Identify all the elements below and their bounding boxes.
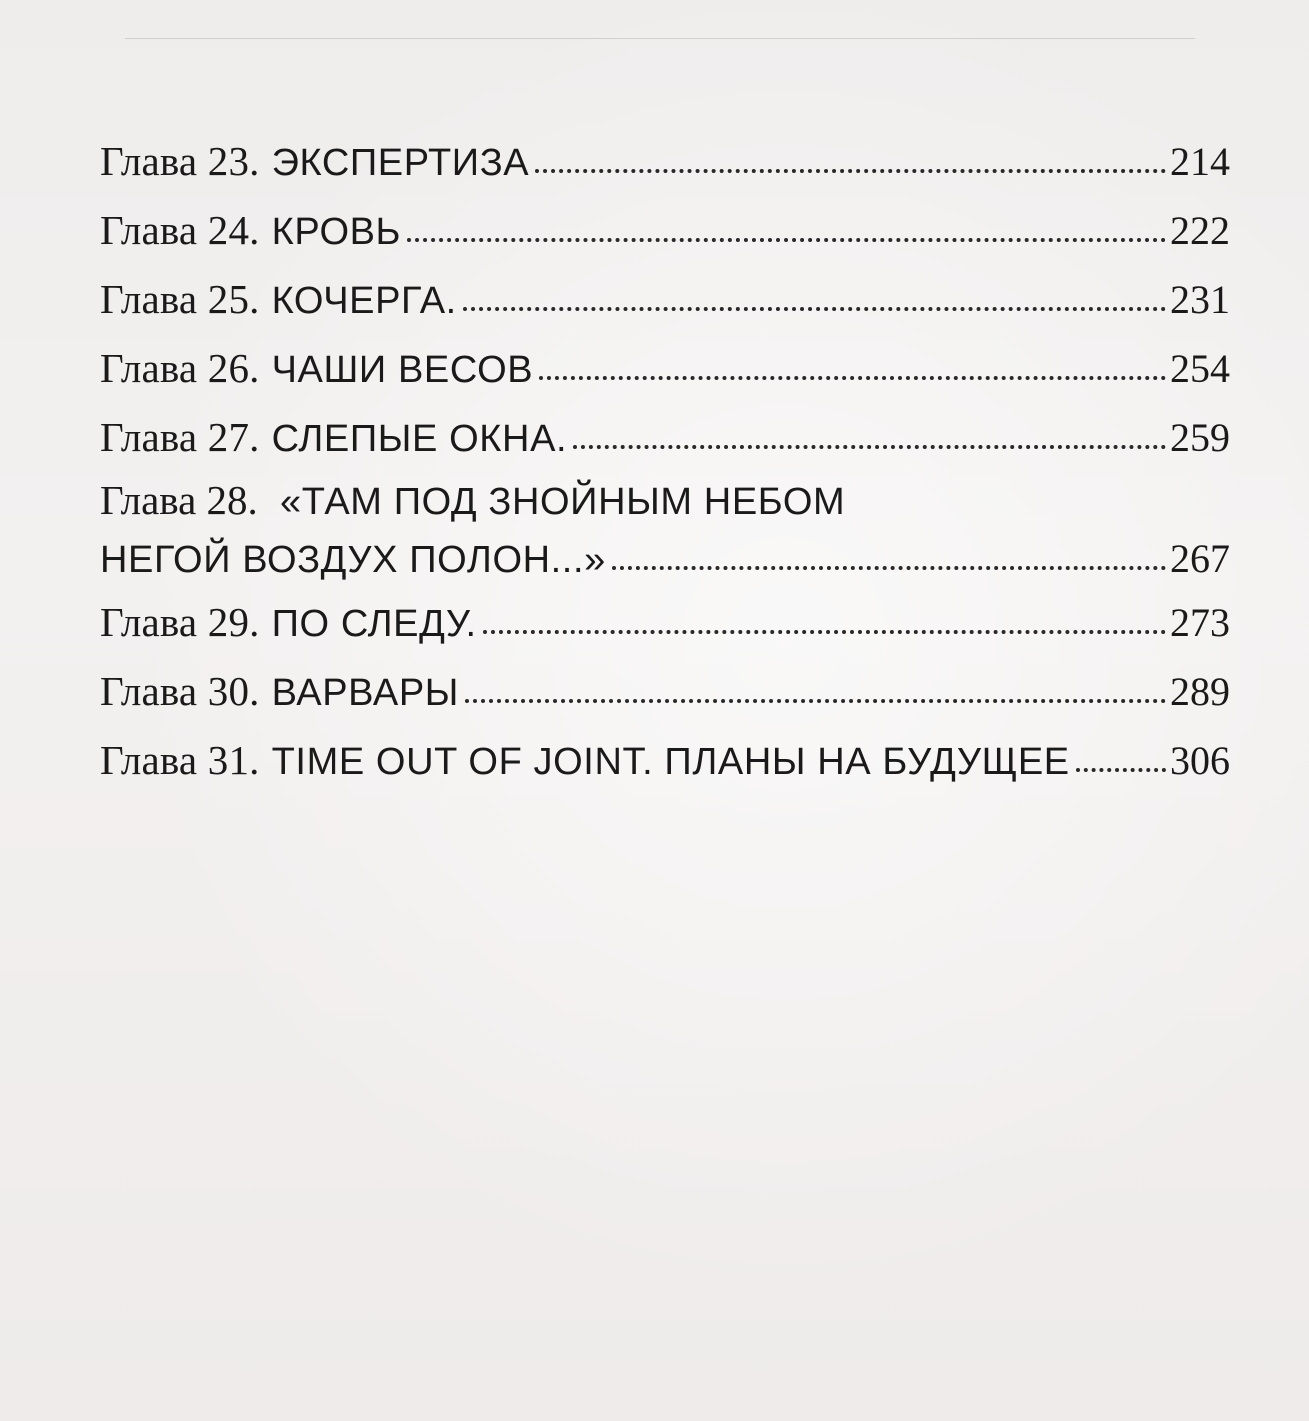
bleed-through-rule (125, 38, 1195, 39)
dot-leader (483, 629, 1166, 634)
page-number: 259 (1170, 415, 1230, 460)
dot-leader (407, 237, 1166, 242)
chapter-number: Глава 28. (100, 477, 258, 523)
page-number: 267 (1170, 536, 1230, 581)
dot-leader (539, 375, 1166, 380)
table-of-contents (100, 128, 1230, 796)
toc-entry-23 (100, 128, 1230, 197)
chapter-title-line1: «ТАМ ПОД ЗНОЙНЫМ НЕБОМ (280, 481, 846, 523)
chapter-number: Глава 25. (100, 276, 260, 322)
chapter-number: Глава 30. (100, 668, 260, 714)
toc-entry-25 (100, 266, 1230, 335)
toc-entry-27 (100, 404, 1230, 473)
page-number: 214 (1170, 139, 1230, 184)
page-number: 231 (1170, 277, 1230, 322)
chapter-title: ЧАШИ ВЕСОВ (271, 349, 534, 391)
chapter-title: КРОВЬ (271, 211, 402, 253)
chapter-title: TIME OUT OF JOINT. ПЛАНЫ НА БУДУЩЕЕ (271, 741, 1070, 783)
dot-leader (465, 698, 1166, 703)
chapter-number: Глава 23. (100, 138, 260, 184)
chapter-number: Глава 31. (100, 737, 260, 783)
chapter-title: КОЧЕРГА. (271, 280, 457, 322)
dot-leader (573, 444, 1166, 449)
toc-entry-24 (100, 197, 1230, 266)
dot-leader (463, 306, 1166, 311)
dot-leader (535, 168, 1166, 173)
page-number: 289 (1170, 669, 1230, 714)
dot-leader (612, 565, 1166, 570)
toc-entry-30 (100, 658, 1230, 727)
chapter-number: Глава 26. (100, 345, 260, 391)
chapter-title: ПО СЛЕДУ. (271, 603, 477, 645)
chapter-title-line2: НЕГОЙ ВОЗДУХ ПОЛОН...» (100, 539, 606, 581)
chapter-title: ВАРВАРЫ (271, 672, 459, 714)
chapter-title: СЛЕПЫЕ ОКНА. (271, 418, 568, 460)
page-number: 222 (1170, 208, 1230, 253)
chapter-number: Глава 27. (100, 414, 260, 460)
chapter-number: Глава 24. (100, 207, 260, 253)
toc-entry-29 (100, 589, 1230, 658)
toc-entry-26 (100, 335, 1230, 404)
chapter-title: ЭКСПЕРТИЗА (271, 142, 530, 184)
dot-leader (1076, 767, 1166, 772)
toc-entry-31 (100, 727, 1230, 796)
page-number: 306 (1170, 738, 1230, 783)
page-number: 273 (1170, 600, 1230, 645)
chapter-number: Глава 29. (100, 599, 260, 645)
page-number: 254 (1170, 346, 1230, 391)
toc-entry-28 (100, 473, 1230, 589)
